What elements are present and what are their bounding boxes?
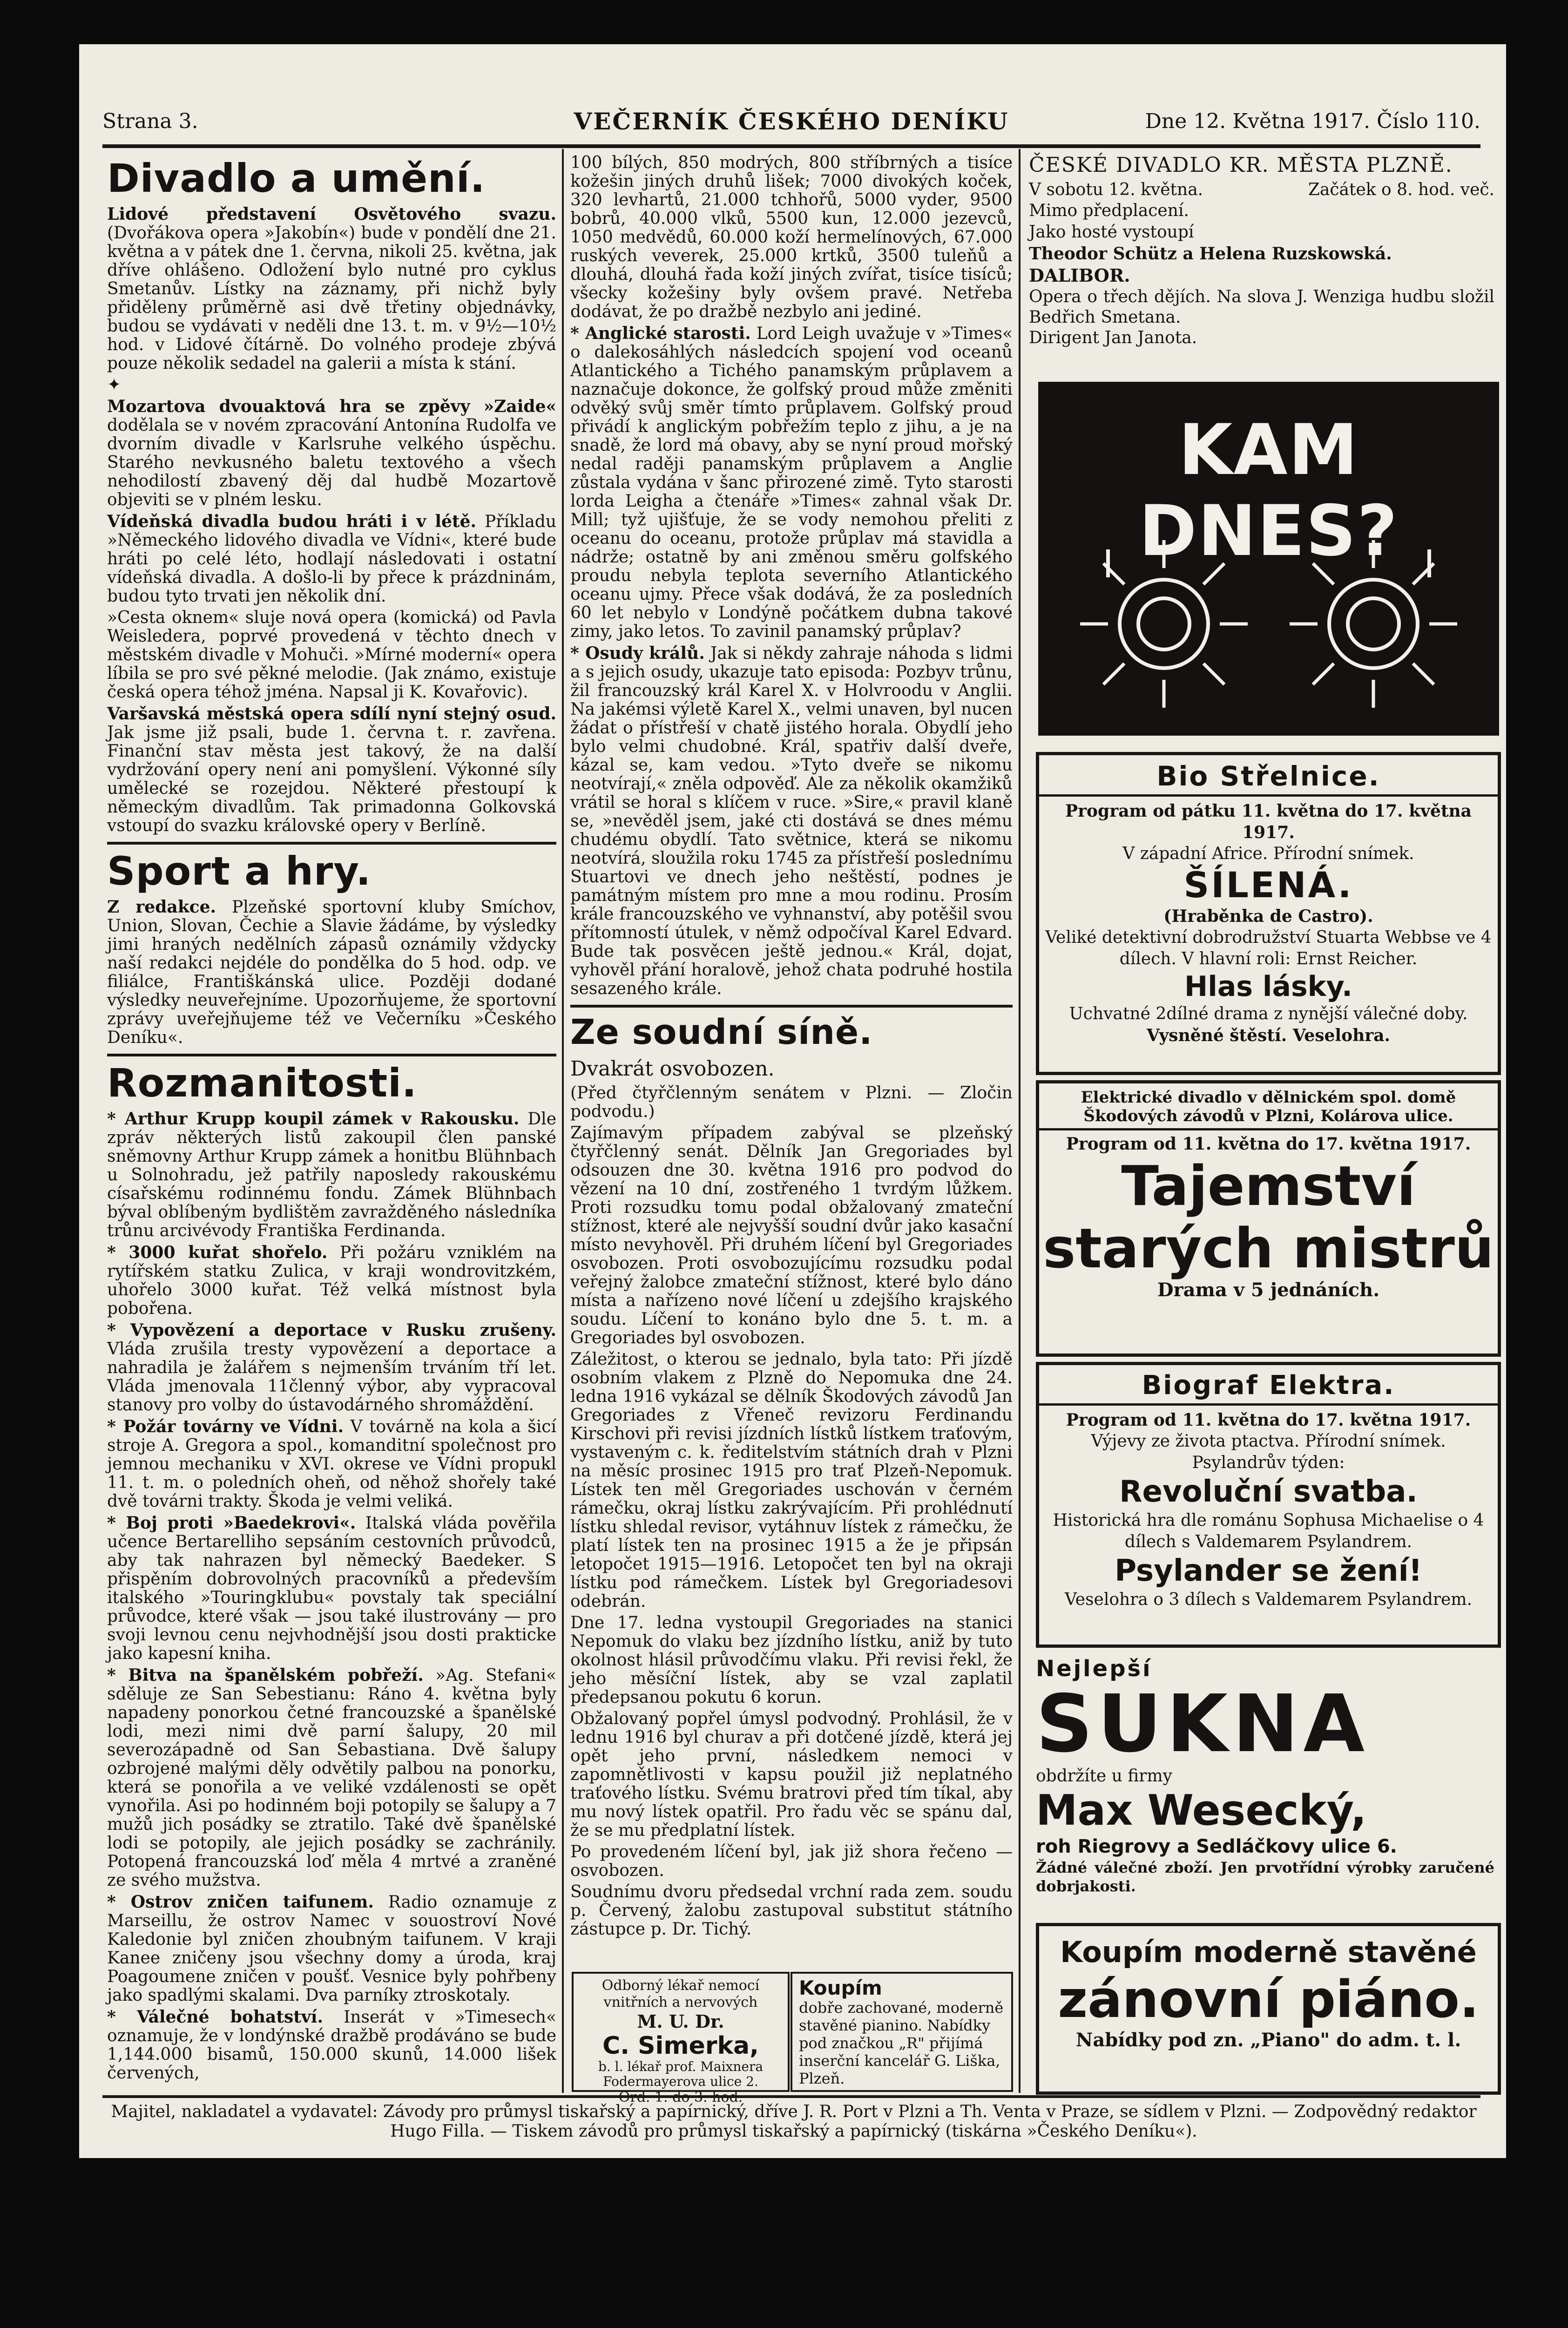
page-number: Strana 3. (102, 109, 198, 133)
newspaper-page (79, 44, 1506, 2158)
doctor-ad (572, 1972, 790, 2092)
section-rule (107, 842, 556, 845)
court-paragraph: Zajímavým případem zabýval se plzeňský čtyřčlenný senát. Dělník Jan Gregoriades byl odsouzen dne 30. května 1916 pro podvod do vězení na 10 dní, zostřeného 1 tvrdým lůžkem. Proti rozsudku tomu podal obžalovaný zmateční stížnost, které ale nejvyšší soudní dvůr jako kasační místo nevyhověl. Při druhém líčení byl Gregoriades osvobozen. Proti osvobozujícímu rozsudku podal veřejný žalobce zmateční stížnost, které bylo dáno místa a nařízeno nové líčení u zdejšího krajského soudu. Líčení to konáno bylo dne 5. t. m. a Gregoriades byl osvobozen. (570, 1123, 1013, 1347)
article-text: Příkladu »Německého lidového divadla ve Vídni«, které bude hráti po celé léto, hodlají následovati i ostatní vídeňská divadla. A došlo-li by přece k prázdninám, budou tyto trvati jen několik dní. (107, 512, 556, 606)
elektricke-film-title: starých mistrů (1043, 1216, 1494, 1280)
column-1 (107, 154, 556, 2093)
biograf-elektra-ad (1036, 1362, 1501, 1648)
newspaper-title: VEČERNÍK ČESKÉHO DENÍKU (574, 108, 1009, 135)
article-text: »Ag. Stefani« sděluje ze San Sebestianu: Ráno 4. května byly napadeny ponorkou četné francouzské a španělské lodi, mezi nimi dvě parní šalupy, 20 mil severozápadně od San Sebastiana. Dvě šalupy ozbrojené malými děly odvětily palbou na ponorku, která se ponořila a ve veliké vzdálenosti se opět vynořila. Asi po hodinném boji potopily se šalupy a 7 mužů jich posádky se ztratilo. Také dvě španělské lodi se potopily, ale jejich posádky se zachránily. Potopená francouzská loď měla 4 mrtvé a zraněné ze svého mužstva. (107, 1666, 557, 1890)
koupim-ad-text: dobře zachované, moderně stavěné pianino. Nabídky pod značkou „R" přijímá inserční kancelář G. Liška, Plzeň. (799, 1999, 1004, 2087)
bio-film-title: Hlas lásky. (1184, 970, 1352, 1003)
sukna-line: Žádné válečné zboží. Jen prvotřídní výrobky zaručené dobrjakosti. (1036, 1859, 1494, 1895)
article-lead: Vídeňská divadla budou hráti i v létě. (107, 512, 477, 531)
bio-strelnice-ad (1036, 752, 1501, 1075)
court-paragraph: Soudnímu dvoru předsedal vrchní rada zem. soudu p. Červený, žalobu zastupoval substitut státního zástupce p. Dr. Tichý. (570, 1882, 1013, 1939)
masthead (102, 109, 1480, 137)
article-osvetovy-svaz (107, 205, 556, 373)
theatre-name: ČESKÉ DIVADLO KR. MĚSTA PLZNĚ. (1029, 153, 1453, 177)
bio-line: (Hraběnka de Castro). (1163, 907, 1373, 926)
bio-line: Veliké detektivní dobrodružství Stuarta Webbse ve 4 dílech. V hlavní roli: Ernst Reicher. (1045, 928, 1492, 968)
sukna-line: obdržíte u firmy (1036, 1766, 1172, 1786)
doctor-ad-line: Odborný lékař nemocí vnitřních a nervových (602, 1977, 760, 2010)
article-text: Vláda zrušila tresty vypovězení a deportace a nahradila je žalářem s nejmenším trváním tří let. Vláda jmenovala 11členný výbor, aby vypracoval stanovy pro volby do ústavodárného shromáždění. (107, 1340, 556, 1414)
piano-ad (1036, 1923, 1501, 2095)
article-lead: * Válečné bohatství. (107, 2007, 323, 2027)
article-text: Lord Leigh uvažuje v »Times« o dalekosáhlých následcích spojení vod oceanů Atlantického a Tichého panamským průplavem a naznačuje dokonce, že golfský proud může změniti odvěký svůj směr tímto průplavem. Golfský proud přivádí k anglickým pobřežím teplo z jihu, a je na snadě, že lord má obavy, aby se nyní proud mořský nedal raději panamským průplavem a Anglie zůstala vydána v šanc přirozené zimě. Tyto starosti lorda Leigha a čtenáře »Times« zahnal však Dr. Mill; tyž ujišťuje, že se vody nemohou přeliti z oceanu do oceanu, protože průplav má stavidla a nádrže; ostatně by ani změnou směru golfského proudu nebyla teplota severního Atlantického oceanu ujmy. Přece však dodává, že za posledních 60 let nebylo v Londýně počátkem dubna takové zimy, jako letos. To zavinil panamský průplav? (570, 324, 1013, 641)
article-continuation: 100 bílých, 850 modrých, 800 stříbrných a tisíce kožešin jiných druhů lišek; 7000 divokých koček, 320 levhartů, 21.000 tchhořů, 5000 vyder, 9500 bobrů, 40.000 vlků, 5500 kun, 12.000 jezevců, 1050 medvědů, 60.000 koží hermelínových, 67.000 ruských veverek, 25.000 krtků, 3500 tuleňů a dlouhá, dlouhá řada koží jiných zvířat, tisíce tisíců; všecky kožešiny byly ovšem pravé. Netřeba dodávat, že po dražbě nezbylo ani jediné. (570, 153, 1013, 321)
section-heading-sport: Sport a hry. (107, 848, 372, 894)
bio-line: V západní Africe. Přírodní snímek. (1122, 844, 1414, 863)
article-krupp (107, 1110, 556, 1240)
masthead-rule (102, 144, 1480, 148)
elektricke-program: Program od 11. května do 17. května 1917. (1066, 1134, 1471, 1154)
theatre-line: Mimo předplacení. (1029, 201, 1189, 220)
elektricke-line: Drama v 5 jednáních. (1157, 1279, 1380, 1301)
article-lead: * Arthur Krupp koupil zámek v Rakousku. (107, 1109, 520, 1129)
article-lead: Z redakce. (107, 897, 216, 917)
theatre-play-title: DALIBOR. (1029, 265, 1130, 286)
theatre-conductor: Dirigent Jan Janota. (1029, 328, 1197, 347)
article-text: Plzeňské sportovní kluby Smíchov, Union, Slovan, Čechie a Slavie žádáme, by výsledky jimi hraných nedělních zápasů oznámily vždycky naší redakci nejdéle do pondělka do 5 hod. odp. ve filiálce, Františkánská ulice. Později dodané výsledky neuveřejníme. Upozorňujeme, že sportovní zprávy uveřejňujeme též ve Večerníku »Českého Deníku«. (107, 898, 556, 1047)
article-lead: * 3000 kuřat shořelo. (107, 1243, 328, 1262)
article-text: Inserát v »Timesech« oznamuje, že v londýnské dražbě prodáváno se bude 1,144.000 bisamů, 150.000 skunů, 14.000 lišek červených, (107, 2008, 556, 2083)
article-osudy-kralu (570, 644, 1013, 998)
bio-line: Vysněné štěstí. Veselohra. (1146, 1026, 1391, 1045)
imprint-footer: Majitel, nakladatel a vydavatel: Závody pro průmysl tiskařský a papírnický, dříve J. R. Port v Plzni a Th. Venta v Praze, se sídlem v Plzni. — Zodpovědný redaktor Hugo Filla. — Tiskem závodů pro průmysl tiskařský a papírnický (tiskárna »Českého Deníku«). (111, 2102, 1477, 2141)
elektra-film-title: Psylander se žení! (1115, 1554, 1422, 1588)
article-lead: * Boj proti »Baedekrovi«. (107, 1513, 356, 1533)
bio-line: Uchvatné 2dílné drama z nynější válečné doby. (1069, 1004, 1468, 1023)
article-text: Radio oznamuje z Marseillu, že ostrov Namec v souostroví Nové Kaledonie byl zničen zhoubným taifunem. V kraji Kanee zničeny jsou všechny domy a úroda, kraj Poagoumene zničen v poušť. Vesnice byly pohřbeny jako spadlými skalami. Dva parníky ztroskotaly. (107, 1893, 556, 2005)
article-anglicke-starosti (570, 324, 1013, 641)
bio-film-title: ŠÍLENÁ. (1183, 864, 1353, 906)
theatre-date-row (1029, 180, 1494, 200)
elektricke-film-title: Tajemství (1121, 1154, 1416, 1218)
sukna-firm: Max Wesecký, (1036, 1786, 1367, 1835)
doctor-ad-title: M. U. Dr. (637, 2011, 724, 2032)
theatre-start: Začátek o 8. hod. več. (1308, 180, 1494, 199)
court-paragraph: Obžalovaný popřel úmysl podvodný. Prohlásil, že v lednu 1916 byl churav a při dotčené jízdě, která jej opět jeho první, následkem nemoci v zapomnětlivosti v kapsu použil již neplatného traťového lístku. Svému bratrovi před tím tíkal, aby mu nový lístek opatřil. Pro řadu věc se spánu dal, že se mu předplatní lístek. (570, 1709, 1013, 1840)
column-divider (1019, 149, 1021, 2093)
court-paragraph: Záležitost, o kterou se jednalo, byla tato: Při jízdě osobním vlakem z Plzně do Nepomuka dne 24. ledna 1916 vykázal se dělník Škodových závodů Jan Gregoriades z Vřeneč revizoru Ferdinandu Kirschovi při revisi jízdních lístků lístkem traťovým, vystaveným c. k. ředitelstvím státních drah v Plzni na měsíc prosinec 1915 pro trať Plzeň-Nepomuk. Lístek ten měl Gregoriades uschován v černém rámečku, okraj lístku zakrývajícím. Při prohlédnutí lístku shledal revisor, vytáhnuv lístek z rámečku, že platí lístek ten na prosinec 1915 a že je připsán letopočet 1915—1916. Letopočet ten byl na okraji lístku pod rámečkem. Lístek byl Gregoriadesovi odebrán. (570, 1350, 1013, 1611)
section-rule (570, 1005, 1013, 1008)
theatre-line: Opera o třech dějích. Na slova J. Wenziga hudbu složil Bedřich Smetana. (1029, 287, 1494, 327)
elektra-program: Program od 11. května do 17. května 1917. (1066, 1410, 1471, 1430)
article-lead: * Požár továrny ve Vídni. (107, 1417, 344, 1436)
kam-dnes-title: KAM DNES? (1139, 410, 1399, 572)
article-taifun (107, 1893, 556, 2005)
article-pozar (107, 1417, 556, 1511)
article-lead: Varšavská městská opera sdílí nyní stejný osud. (107, 704, 556, 724)
court-paragraph: Dne 17. ledna vystoupil Gregoriades na stanici Nepomuk do vlaku bez jízdního lístku, aniž by tuto okolnost hlásil průvodčímu vlaku. Při revisi řekl, že jeho měsíční lístek, aby se vzal zaplatil předepsanou pokutu 6 korun. (570, 1613, 1013, 1707)
article-text: Jak jsme již psali, bude 1. června t. r. zavřena. Finanční stav města jest takový, že na další vydržování opery není ani pomyšlení. Výkonné síly umělecké se rozejdou. Některé přestoupí k německým divadlům. Tak primadonna Golkovská vstoupí do svazku královské opery v Berlíně. (107, 723, 556, 835)
court-article-title: Dvakrát osvobozen. (570, 1057, 775, 1081)
theatre-line: Jako hosté vystoupí (1029, 223, 1194, 242)
bio-program: Program od pátku 11. května do 17. května 1917. (1065, 801, 1472, 842)
article-text: Při požáru vzniklém na rytířském statku Zulica, v kraji wondrovitzkém, uhořelo 3000 kuřat. Též velká místnost byla pobořena. (107, 1243, 556, 1318)
sukna-address: roh Riegrovy a Sedláčkovy ulice 6. (1036, 1836, 1397, 1857)
piano-ad-line: Nabídky pod zn. „Piano" do adm. t. l. (1075, 2029, 1461, 2051)
article-lead: * Osudy králů. (570, 643, 705, 663)
piano-ad-title: zánovní piáno. (1058, 1969, 1479, 2029)
theatre-guests: Theodor Schütz a Helena Ruzskowská. (1029, 244, 1392, 264)
article-kurata (107, 1243, 556, 1318)
article-lead: * Vypovězení a deportace v Rusku zrušeny. (107, 1320, 556, 1340)
bio-rule (1039, 794, 1498, 797)
elektricke-divadlo-ad (1036, 1080, 1501, 1357)
article-sport (107, 898, 556, 1047)
elektra-line: Psylandrův týden: (1192, 1453, 1345, 1472)
article-mozart (107, 397, 556, 509)
article-varsavska-opera (107, 704, 556, 835)
article-text: Jak si někdy zahraje náhoda s lidmi a s jejich osudy, ukazuje tato episoda: Pozbyv trůnu, žil francouzský král Karel X. v Holvroodu v Anglii. Na jakémsi výletě Karel X., velmi unaven, byl nucen žádat o přístřeší v chatě jistého horala. Obydlí jeho bylo velmi chudobné. Král, spatřiv další dveře, kázal se, kam vedou. »Tyto dveře se nikomu neotvírají,« zněla odpověď. Ale za několik okamžiků vrátil se horal s klíčem v ruce. »Sire,« pravil klaně se, »nevěděl jsem, jaké cti dostává se dnes mému chudému obydlí. Tato světnice, která se nikomu neotvírá, sloužila roku 1745 za přístřeší poslednímu Stuartovi ve dnech jeho neštěstí, podnes je památným místem pro mne a mou rodinu. Prosím krále francouzského ve vyhnanství, aby potěšil svou přítomností útulek, v němž odpočíval Karel Edvard. Bude tak posvěcen ještě jednou.« Král, dojat, vyhověl přání horalově, jehož chata podruhé hostila sesazeného krále. (570, 644, 1013, 998)
article-lead: Mozartova dvouaktová hra se zpěvy »Zaide« (107, 397, 556, 416)
elektricke-rule (1039, 1128, 1498, 1130)
footer-rule (102, 2095, 1480, 2098)
issue-date: Dne 12. Května 1917. Číslo 110. (1145, 109, 1480, 133)
article-lead: * Bitva na španělském pobřeží. (107, 1665, 424, 1685)
elektra-film-title: Revoluční svatba. (1119, 1475, 1418, 1509)
kam-dnes-banner (1038, 382, 1499, 736)
article-bohatstvi (107, 2008, 556, 2083)
court-paragraph: Po provedeném líčení byl, jak již shora řečeno — osvobozen. (570, 1842, 1013, 1880)
ornament-sun-icon (1038, 382, 1499, 736)
separator-star: ✦ (107, 375, 122, 394)
piano-ad-line: Koupím moderně stavěné (1060, 1935, 1477, 1969)
doctor-ad-name: C. Simerka, (602, 2032, 759, 2060)
section-rule (107, 1054, 556, 1056)
section-heading-court: Ze soudní síně. (570, 1012, 873, 1052)
theatre-ad (1029, 154, 1494, 363)
article-rusko (107, 1321, 556, 1414)
article-text: V továrně na kola a šicí stroje A. Gregora a spol., komanditní společnost pro jemnou mechaniku v XVI. okrese ve Vídni propukl 11. t. m. o poledních oheň, od něhož shořely také dvě továrni trakty. Škoda je velmi veliká. (107, 1417, 556, 1511)
elektra-rule (1039, 1403, 1498, 1406)
elektra-line: Veselohra o 3 dílech s Valdemarem Psylandrem. (1065, 1590, 1472, 1609)
article-text: dodělala se v novém zpracování Antonína Rudolfa ve dvorním divadle v Karlsruhe velkého úspěchu. Starého nevkusného baletu textového a všech nehodilostí zbavený děj dal hudbě Mozartově objeviti se v plném lesku. (107, 416, 556, 509)
sukna-ad (1036, 1655, 1494, 1907)
article-lead: * Anglické starosti. (570, 324, 751, 343)
section-heading-theatre: Divadlo a umění. (107, 156, 486, 201)
court-article-note: (Před čtyřčlenným senátem v Plzni. — Zločin podvodu.) (570, 1083, 1013, 1121)
elektricke-header: Elektrické divadlo v dělnickém spol. domě Škodových závodů v Plzni, Kolárova ulice. (1081, 1088, 1456, 1125)
column-divider (562, 149, 564, 2093)
theatre-date: V sobotu 12. května. (1029, 180, 1203, 199)
article-cesta-oknem: »Cesta oknem« sluje nová opera (komická) od Pavla Weisledera, poprvé provedená v těchto dnech v městském divadle v Mohuči. »Mírné moderní« opera líbila se pro své pěkné melodie. (Jak známo, existuje česká opera téhož jména. Napsal ji K. Kovařovic). (107, 608, 556, 702)
article-text: Dle zpráv některých listů zakoupil člen panské sněmovny Arthur Krupp zámek a honitbu Blühnbach u Solnohradu, jež patřily naposledy rakouskému císařskému rodinnému fondu. Zámek Blühnbach býval oblíbeným bydlištěm zavražděného následníka trůnu arcivévody Františka Ferdinanda. (107, 1110, 556, 1240)
article-bitva (107, 1666, 556, 1890)
column-2 (570, 154, 1013, 1960)
article-baedeker (107, 1514, 556, 1663)
doctor-ad-line: b. l. lékař prof. Maixnera Fodermayerova ulice 2. (598, 2059, 764, 2089)
bio-title: Bio Střelnice. (1156, 760, 1380, 792)
koupim-pianino-ad (791, 1972, 1013, 2092)
article-text: Italská vláda pověřila učence Bertarelliho sepsáním cestovních průvodců, aby tak nahrazen byl německý Baedeker. S přispěním dobrovolných pracovníků a především italského »Touringklubu« povstaly tak speciální průvodce, které však — jsou také ilustrovány — pro svoji levnou cenu nejvhodnější jsou dosti prakticke jako kapesní kniha. (107, 1514, 556, 1663)
sukna-title: SUKNA (1036, 1678, 1370, 1770)
article-text: (Dvořákova opera »Jakobín«) bude v pondělí dne 21. května a v pátek dne 1. června, nikoli 25. května, jak dříve ohlášeno. Odložení bylo nutné pro cyklus Smetanův. Lístky na záznamy, při nichž byly přiděleny průměrně asi dvě třetiny objednávky, budou se vydávati v neděli dne 13. t. m. v 9½—10½ hod. v Lidové čítárně. Do volného prodeje zbývá pouze několik sedadel na galerii a místa k stání. (107, 223, 556, 373)
section-heading-miscellany: Rozmanitosti. (107, 1060, 417, 1106)
article-lead: Lidové představení Osvětového svazu. (107, 204, 556, 224)
article-lead: * Ostrov zničen taifunem. (107, 1892, 374, 1912)
sukna-line: Nejlepší (1036, 1656, 1152, 1682)
elektra-line: Historická hra dle románu Sophusa Michaelise o 4 dílech s Valdemarem Psylandrem. (1053, 1511, 1484, 1551)
koupim-ad-title: Koupím (799, 1976, 882, 1999)
elektra-title: Biograf Elektra. (1142, 1370, 1395, 1401)
article-videnska-divadla (107, 512, 556, 606)
elektra-line: Výjevy ze života ptactva. Přírodní snímek. (1091, 1432, 1446, 1451)
